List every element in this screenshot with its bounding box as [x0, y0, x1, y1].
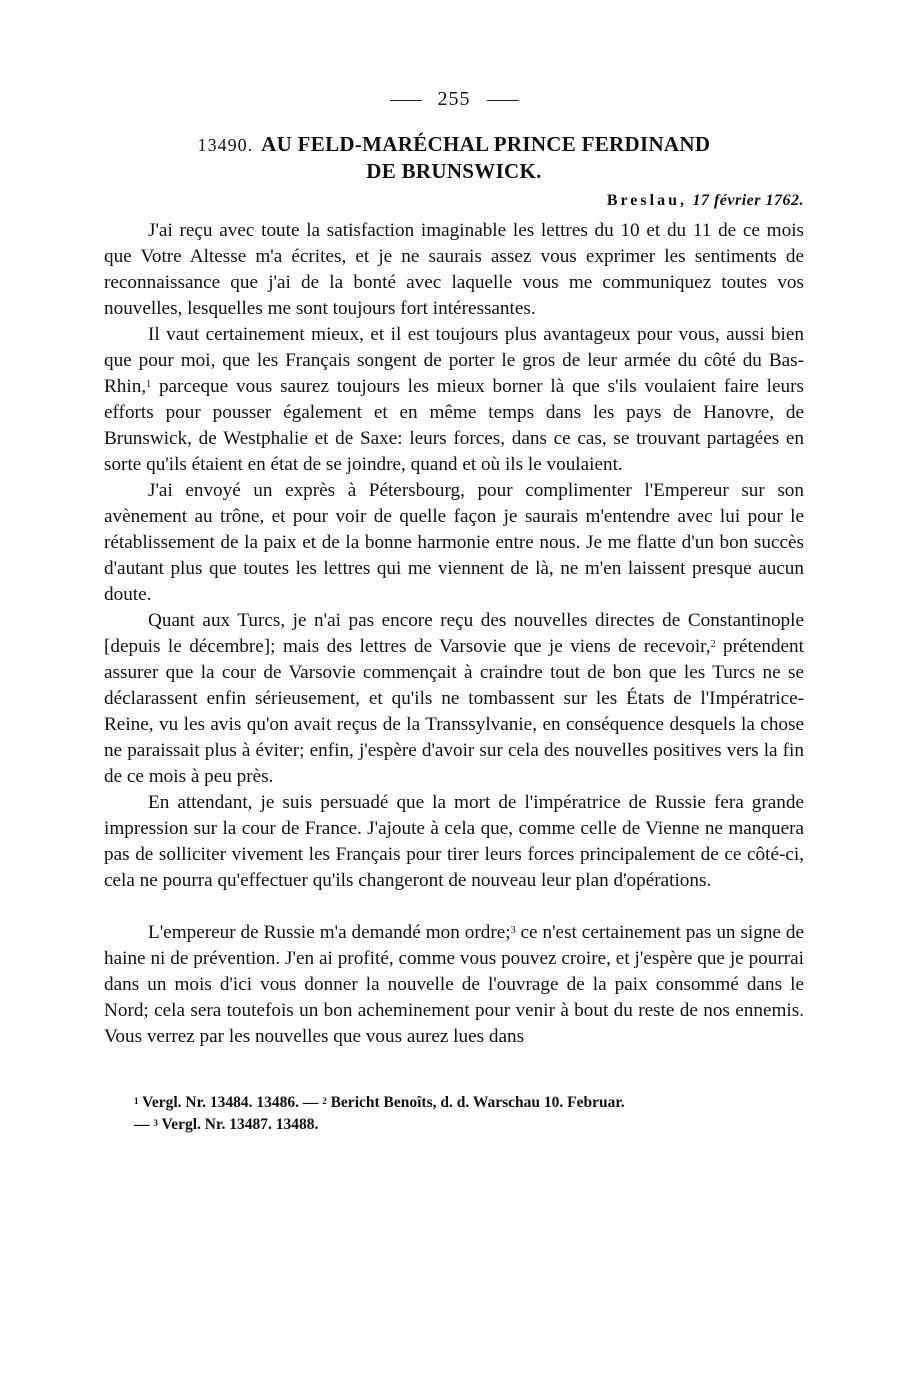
paragraph-6-text-b: ce n'est certainement pas un signe de haine ni de prévention. J'en ai profité, comme vous pouvez croire, et j'espère que je pourrai dans un mois d'ici vous donner la nouvelle de l'ouvrage de la paix consommé dans le Nord; cela sera toutefois un bon acheminement pour venir à bout du reste de nos ennemis. Vous verrez par les nouvelles que vous aurez lues dans [104, 922, 804, 1047]
paragraph-6-text-a: L'empereur de Russie m'a demandé mon ordre; [148, 922, 511, 943]
footnote-ref-2: 2 [710, 639, 716, 650]
footnote-line-2-prefix: — [134, 1116, 154, 1133]
paragraph-2-text-a: Il vaut certainement mieux, et il est toujours plus avantageux pour vous, aussi bien que pour moi, que les Français songent de porter le gros de leur armée du côté du Bas-Rhin, [104, 324, 804, 397]
footnote-ref-3: 3 [510, 925, 516, 936]
paragraph-5 [104, 790, 804, 894]
paragraph-1-text: J'ai reçu avec toute la satisfaction imaginable les lettres du 10 et du 11 de ce mois que Votre Altesse m'a écrites, et je ne saurais assez vous exprimer les sentiments de reconnaissance que j'ai de la bonté avec laquelle vous me communiquez toutes vos nouvelles, lesquelles me sont toujours fort intéressantes. [104, 220, 804, 319]
footnote-ref-1: 1 [146, 379, 152, 390]
date: 17 février 1762. [692, 192, 804, 209]
footnote-line-1 [134, 1092, 804, 1114]
footnote-line-2 [134, 1114, 804, 1136]
place: Breslau, [606, 192, 687, 209]
dash-right [487, 100, 519, 101]
document-page [104, 88, 804, 1136]
letter-body [104, 218, 804, 1050]
paragraph-4 [104, 608, 804, 790]
paragraph-2 [104, 322, 804, 478]
paragraph-3 [104, 478, 804, 608]
footnote-mark-1: 1 [134, 1096, 139, 1106]
letter-title-line2: DE BRUNSWICK. [366, 159, 542, 183]
letter-number: 13490. [197, 135, 254, 155]
place-date [104, 192, 804, 210]
footnote-mark-2: 2 [322, 1096, 327, 1106]
letter-title-line1: AU FELD-MARÉCHAL PRINCE FERDINAND [261, 132, 711, 156]
paragraph-4-text-a: Quant aux Turcs, je n'ai pas encore reçu des nouvelles directes de Constantinople [depuis le décembre]; mais des lettres de Varsovie que je viens de recevoir, [104, 610, 804, 657]
paragraph-1 [104, 218, 804, 322]
page-number: 255 [437, 88, 471, 110]
footnotes [104, 1092, 804, 1136]
paragraph-6 [104, 920, 804, 1050]
running-head [104, 88, 804, 111]
footnote-mark-3: 3 [153, 1118, 158, 1128]
footnote-2-text: Bericht Benoîts, d. d. Warschau 10. Februar. [326, 1094, 625, 1111]
paragraph-4-text-b: prétendent assurer que la cour de Varsovie commençait à craindre tout de bon que les Turcs ne se déclarassent enfin sérieusement, et qu'ils ne tombassent sur les États de l'Impératrice-Reine, vu les avis qu'on avait reçus de la Transsylvanie, en conséquence desquels la chose ne paraissait plus à éviter; enfin, j'espère d'avoir sur cela des nouvelles positives vers la fin de ce mois à peu près. [104, 636, 804, 787]
dash-left [390, 100, 422, 101]
paragraph-2-text-b: parceque vous saurez toujours les mieux borner là que s'ils voulaient faire leurs efforts pour pousser également et en même temps dans les pays de Hanovre, de Brunswick, de Westphalie et de Saxe: leurs forces, dans ce cas, se trouvant partagées en sorte qu'ils étaient en état de se joindre, quand et où ils le voulaient. [104, 376, 804, 475]
footnote-3-text: Vergl. Nr. 13487. 13488. [157, 1116, 319, 1133]
letter-heading [134, 131, 774, 184]
paragraph-5-text: En attendant, je suis persuadé que la mort de l'impératrice de Russie fera grande impression sur la cour de France. J'ajoute à cela que, comme celle de Vienne ne manquera pas de solliciter vivement les Français pour tirer leurs forces principalement de ce côté-ci, cela ne pourra qu'effectuer qu'ils changeront de nouveau leur plan d'opérations. [104, 792, 804, 891]
paragraph-3-text: J'ai envoyé un exprès à Pétersbourg, pour complimenter l'Empereur sur son avènement au trône, et pour voir de quelle façon je saurais m'entendre avec lui pour le rétablissement de la paix et de la bonne harmonie entre nous. Je me flatte d'un bon succès d'autant plus que toutes les lettres qui me viennent de là, ne m'en laissent presque aucun doute. [104, 480, 804, 605]
footnote-1-text: Vergl. Nr. 13484. 13486. — [138, 1094, 323, 1111]
